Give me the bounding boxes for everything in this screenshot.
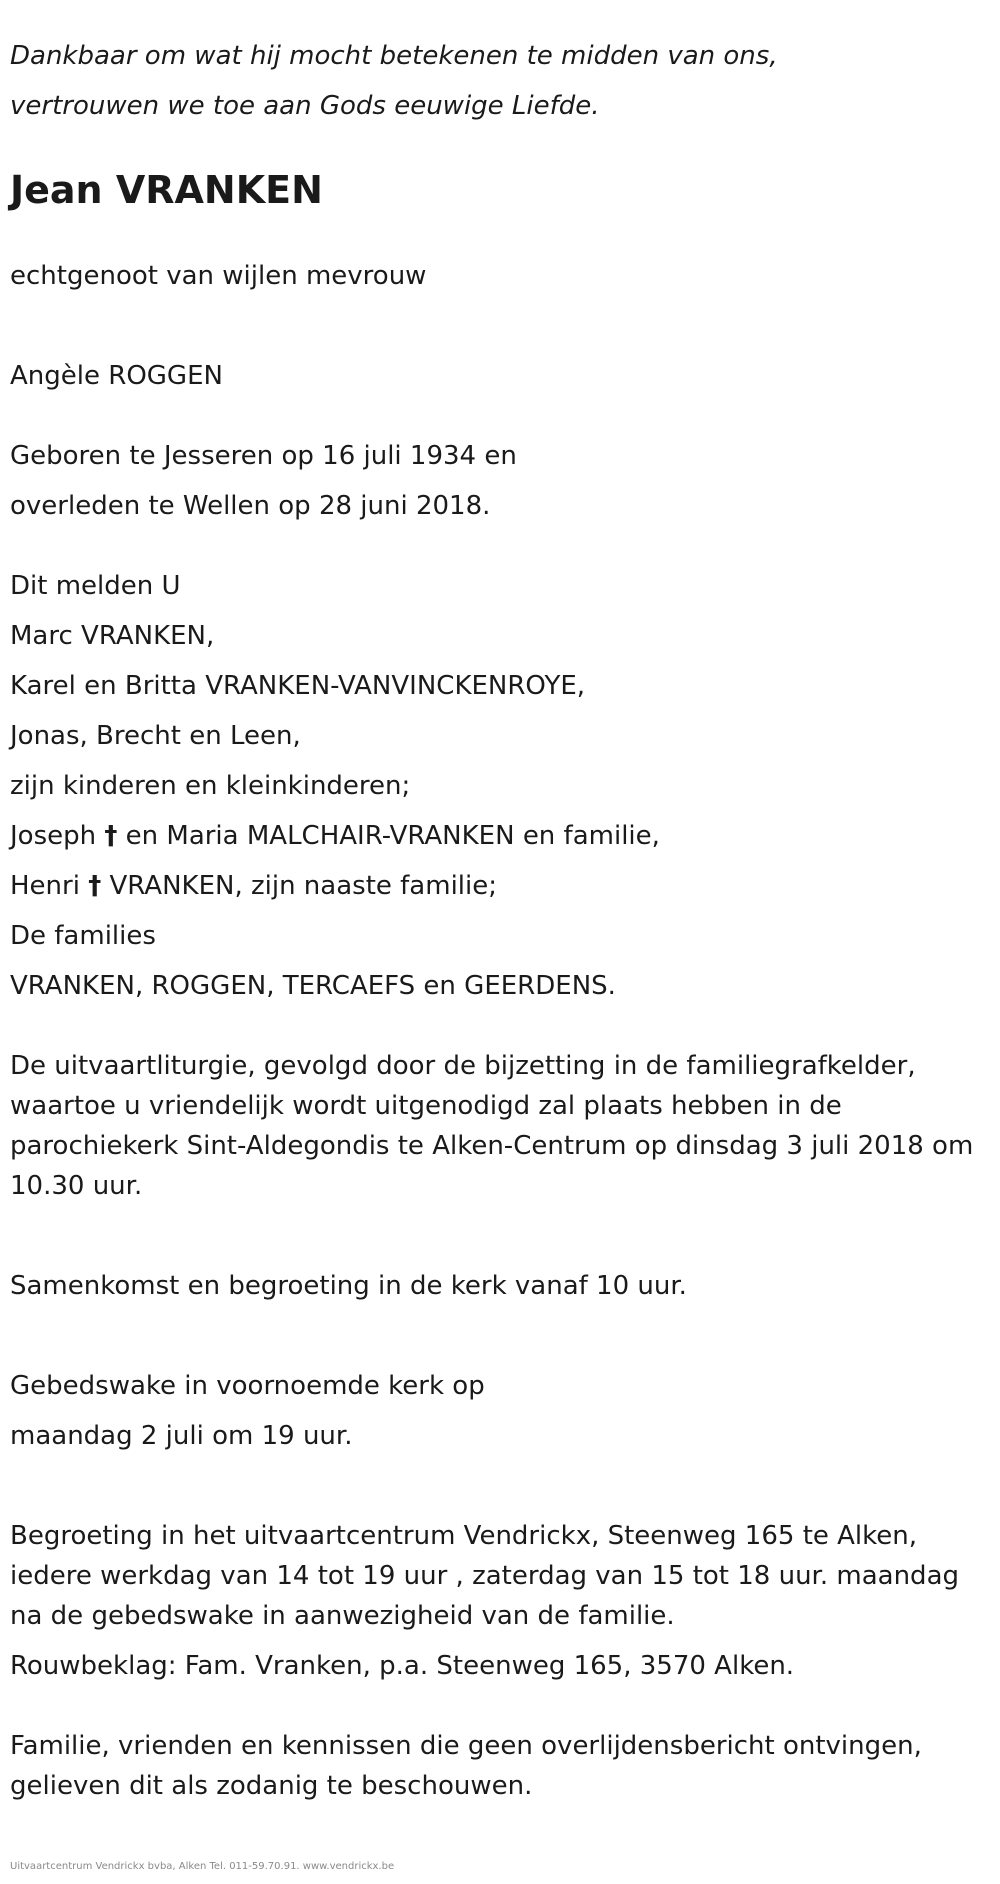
spouse-name: Angèle ROGGEN [10,361,223,391]
wake-line-1: Gebedswake in voornoemde kerk op [10,1371,485,1401]
family-line: zijn kinderen en kleinkinderen; [10,771,411,801]
cross-icon: † [88,871,102,901]
family-line-henri [10,866,497,906]
death-line: overleden te Wellen op 28 juni 2018. [10,491,491,521]
birth-line: Geboren te Jesseren op 16 juli 1934 en [10,441,517,471]
deceased-name: Jean VRANKEN [10,168,323,212]
cross-icon: † [104,821,118,851]
henri-rest: VRANKEN, zijn naaste familie; [109,871,497,901]
spouse-intro: echtgenoot van wijlen mevrouw [10,261,427,291]
family-line-joseph [10,816,660,856]
condolences-line: Rouwbeklag: Fam. Vranken, p.a. Steenweg 165, 3570 Alken. [10,1651,795,1681]
footer-text: Uitvaartcentrum Vendrickx bvba, Alken Tel. 011-59.70.91. www.vendrickx.be [10,1861,395,1872]
viewing-paragraph: Begroeting in het uitvaartcentrum Vendrickx, Steenweg 165 te Alken, iedere werkdag van 14 tot 19 uur , zaterdag van 15 tot 18 uur. maandag na de gebedswake in aanwezigheid van de familie. [10,1521,959,1631]
family-line: Dit melden U [10,571,181,601]
family-line: Marc VRANKEN, [10,621,215,651]
intro-line-1: Dankbaar om wat hij mocht betekenen te midden van ons, [10,41,778,71]
gathering-line: Samenkomst en begroeting in de kerk vanaf 10 uur. [10,1271,687,1301]
notice-paragraph: Familie, vrienden en kennissen die geen overlijdensbericht ontvingen, gelieven dit als zodanig te beschouwen. [10,1731,922,1801]
henri-name: Henri [10,871,80,901]
intro-line-2: vertrouwen we toe aan Gods eeuwige Liefde. [10,91,600,121]
liturgy-paragraph: De uitvaartliturgie, gevolgd door de bijzetting in de familiegrafkelder, waartoe u vriendelijk wordt uitgenodigd zal plaats hebben in de parochiekerk Sint-Aldegondis te Alken-Centrum op dinsdag 3 juli 2018 om 10.30 uur. [10,1051,974,1201]
family-line: Karel en Britta VRANKEN-VANVINCKENROYE, [10,671,586,701]
family-line: Jonas, Brecht en Leen, [10,721,301,751]
families-names: VRANKEN, ROGGEN, TERCAEFS en GEERDENS. [10,971,616,1001]
joseph-rest: en Maria MALCHAIR-VRANKEN en familie, [125,821,660,851]
families-label: De families [10,921,156,951]
wake-line-2: maandag 2 juli om 19 uur. [10,1421,353,1451]
joseph-name: Joseph [10,821,97,851]
